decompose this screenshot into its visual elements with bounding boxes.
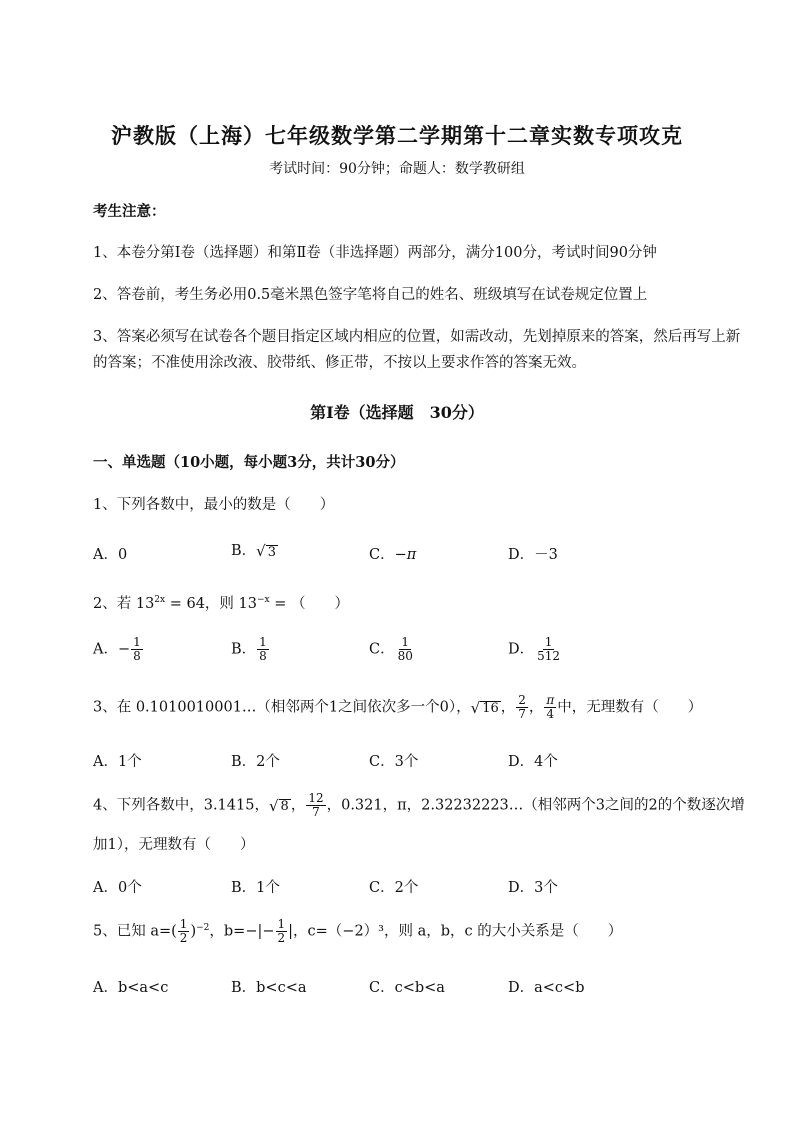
q3-option-c: C．3个 — [369, 754, 419, 770]
page-title: 沪教版（上海）七年级数学第二学期第十二章实数专项攻克 — [111, 123, 683, 148]
notice-item-3-cont: 的答案；不准使用涂改液、胶带纸、修正带，不按以上要求作答的答案无效。 — [93, 355, 586, 371]
question-2-stem: 2、若 $13^{2x} = 64$，则 $13^{-x}$ = （ ） — [93, 595, 349, 612]
question-4-stem-cont: 加1），无理数有（ ） — [93, 837, 255, 853]
q4-option-d: D．3个 — [508, 880, 558, 896]
sqrt-symbol: √ 16 — [470, 698, 499, 717]
q3-option-b: B．2个 — [231, 754, 280, 770]
fraction: $\frac{2}{7}$ — [518, 693, 526, 722]
notice-heading: 考生注意： — [93, 203, 166, 220]
fraction: $\frac{1}{8}$ — [133, 635, 141, 664]
notice-item-3: 3、答案必须写在试卷各个题目指定区域内相应的位置，如需改动，先划掉原来的答案，然后再写上新 — [93, 329, 741, 345]
q5-option-b: B．b<c<a — [231, 980, 307, 996]
q1-option-b: B． √ 3 — [231, 542, 276, 560]
q2-option-d: D． $\frac{1}{512}$ — [508, 635, 561, 664]
q3-option-d: D．4个 — [508, 754, 558, 770]
q5-option-d: D．a<c<b — [508, 980, 585, 996]
q1-option-d: D．－3 — [508, 547, 558, 563]
notice-item-1: 1、本卷分第I卷（选择题）和第Ⅱ卷（非选择题）两部分，满分100分，考试时间90分钟 — [93, 245, 657, 261]
q5-option-c: C．c<b<a — [369, 980, 445, 996]
notice-item-2: 2、答卷前，考生务必用0.5毫米黑色签字笔将自己的姓名、班级填写在试卷规定位置上 — [93, 287, 648, 303]
sqrt-symbol: √ 3 — [256, 542, 276, 560]
fraction: $\frac{1}{2}$ — [277, 917, 286, 946]
fraction: $\frac{1}{512}$ — [537, 635, 561, 664]
question-1-stem: 1、下列各数中，最小的数是（ ） — [93, 497, 335, 513]
sqrt-symbol: √ 8 — [268, 796, 289, 815]
q4-option-b: B．1个 — [231, 880, 280, 896]
fraction: $\frac{1}{8}$ — [259, 635, 267, 664]
q2-option-b: B． $\frac{1}{8}$ — [231, 635, 267, 664]
question-4-stem: 4、下列各数中，3.1415， √ 8 ， $\frac{12}{7}$ ，0.321，π，2.32232223…（相邻两个3之间的2的个数逐次增 — [93, 791, 745, 820]
part-heading: 一、单选题（10小题，每小题3分，共计30分） — [93, 454, 405, 471]
page-subtitle: 考试时间：90分钟；命题人：数学教研组 — [269, 161, 525, 177]
fraction: $\frac{\pi}{4}$ — [546, 693, 555, 722]
q2-option-c: C． $\frac{1}{80}$ — [369, 635, 413, 664]
fraction: $\frac{1}{80}$ — [397, 635, 413, 664]
q5-option-a: A．b<a<c — [93, 980, 169, 996]
fraction: $\frac{12}{7}$ — [308, 791, 324, 820]
q4-option-a: A．0个 — [93, 880, 142, 896]
q4-option-c: C．2个 — [369, 880, 419, 896]
q3-option-a: A．1个 — [93, 754, 142, 770]
question-3-stem: 3、在 0.1010010001…（相邻两个1之间依次多一个0）， √ 16 ， $\frac{2}{7}$ ， $\frac{\pi}{4}$ 中，无理数有（ ） — [93, 693, 703, 722]
section-title: 第I卷（选择题 30分） — [310, 403, 484, 422]
fraction: $\frac{1}{2}$ — [179, 917, 188, 946]
q1-option-c: C．−π — [369, 547, 417, 563]
q1-option-a: A．0 — [93, 547, 128, 563]
q2-option-a: A．− $\frac{1}{8}$ — [93, 635, 141, 664]
question-5-stem: 5、已知 a=( $\frac{1}{2}$ )$^{-2}$，b=−|− $\frac{1}{2}$ |，c=（−2）³，则 a，b，c 的大小关系是（ ） — [93, 917, 623, 946]
